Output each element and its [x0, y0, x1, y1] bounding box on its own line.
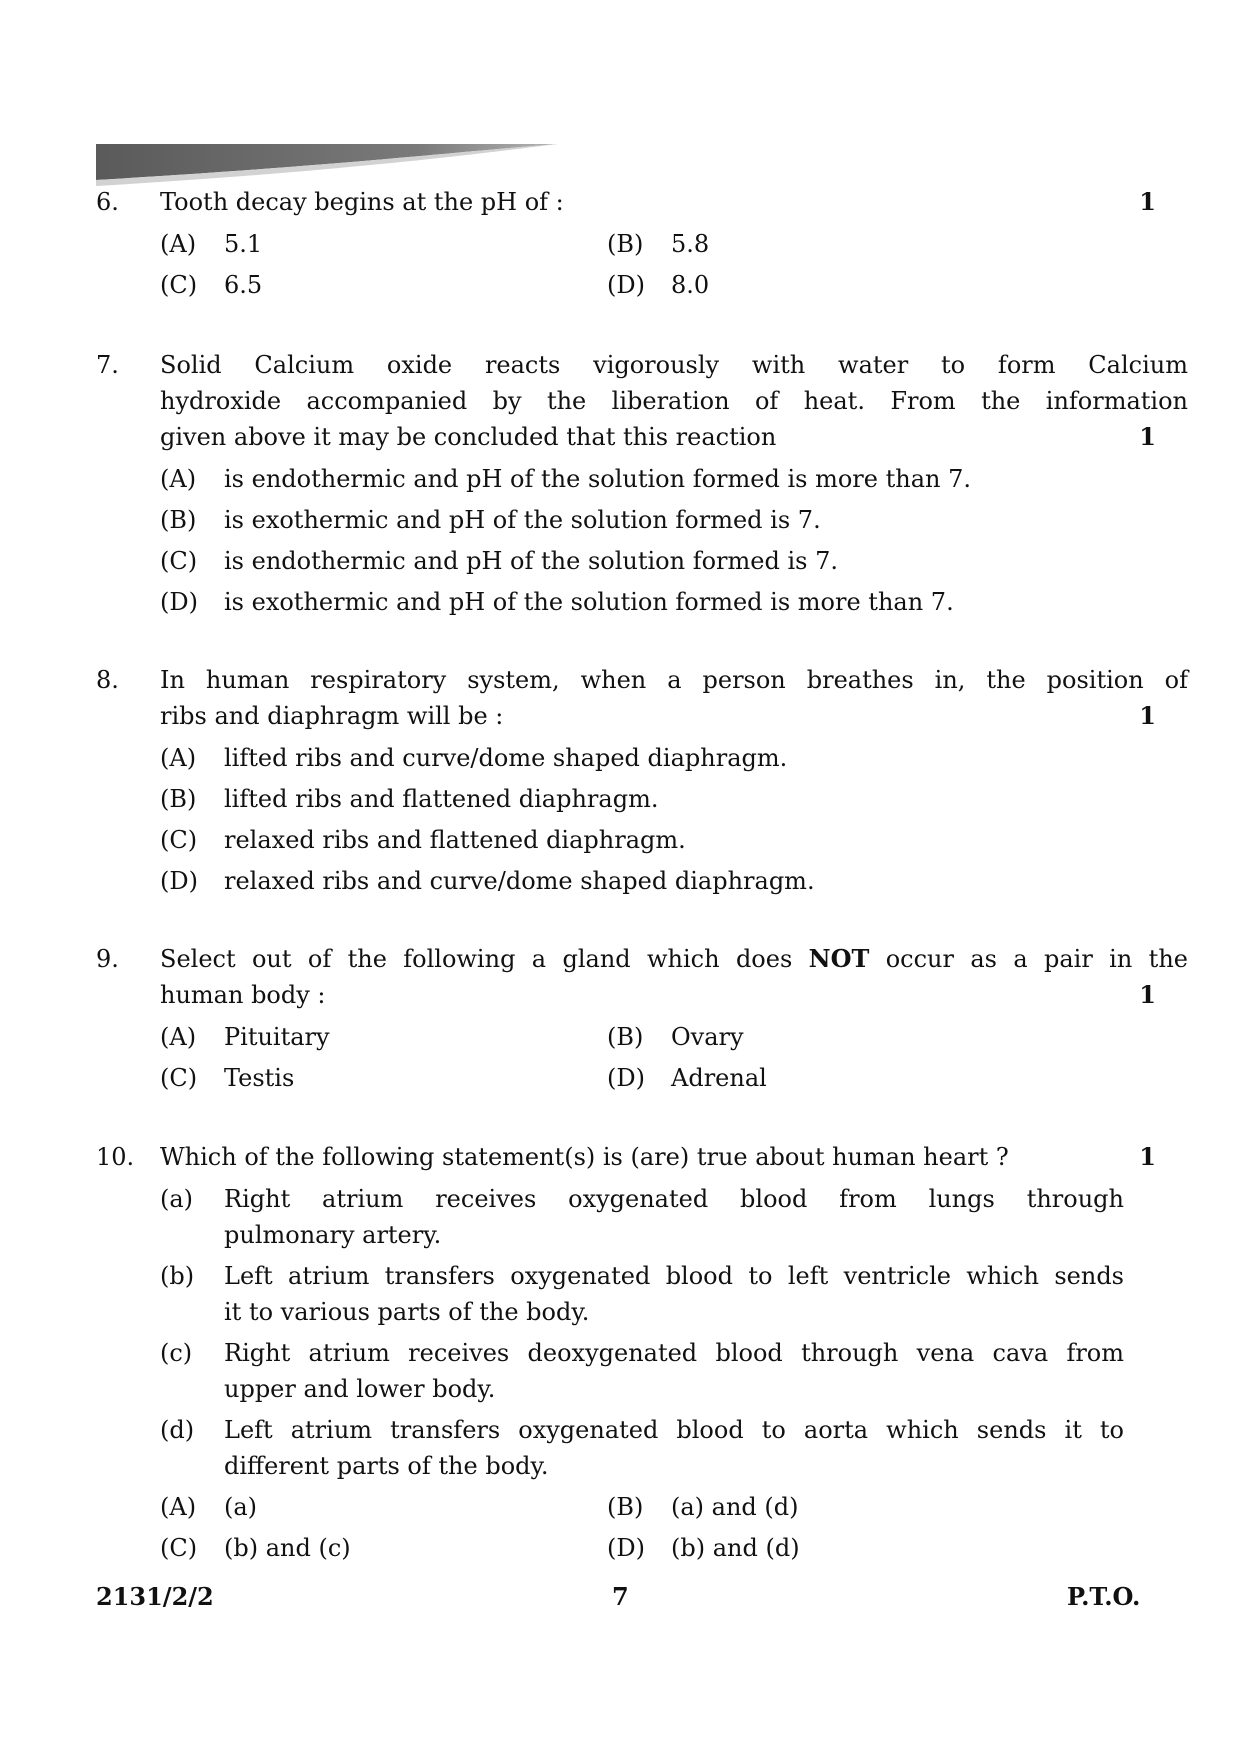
marks: 1: [1139, 422, 1156, 451]
paper-code: 2131/2/2: [96, 1582, 214, 1611]
please-turn-over: P.T.O.: [1067, 1582, 1141, 1611]
option-b: (B) Ovary: [607, 1023, 744, 1051]
statement-d: (d) Left atrium transfers oxygenated blood to aorta which sends it to different parts of the body.: [160, 1416, 1124, 1480]
question-text: Tooth decay begins at the pH of :: [160, 188, 564, 216]
options: [160, 1019, 1156, 1096]
option-d: (D) 8.0: [607, 271, 710, 299]
option-b: (B) lifted ribs and flattened diaphragm.: [160, 785, 659, 813]
options: [160, 226, 1156, 303]
question-9: [96, 941, 1188, 1101]
option-d: (D) (b) and (d): [607, 1534, 800, 1562]
question-text-line-2: ribs and diaphragm will be :: [160, 702, 504, 730]
question-text-line-1: In human respiratory system, when a person breathes in, the position of: [160, 666, 1188, 694]
question-text-line-2: hydroxide accompanied by the liberation of heat. From the information: [160, 387, 1188, 415]
option-a: (A) (a): [160, 1493, 258, 1521]
question-number: 10.: [96, 1143, 135, 1171]
question-8: [96, 662, 1188, 904]
header-band: [96, 144, 558, 186]
option-c: (C) is endothermic and pH of the solution formed is 7.: [160, 547, 838, 575]
question-text-line-1: Select out of the following a gland which does NOT occur as a pair in the: [160, 944, 1188, 973]
statement-c: (c) Right atrium receives deoxygenated blood through vena cava from upper and lower body.: [160, 1339, 1124, 1403]
option-c: (C) 6.5: [160, 271, 263, 299]
option-a: (A) lifted ribs and curve/dome shaped diaphragm.: [160, 744, 788, 772]
option-a: (A) 5.1: [160, 230, 263, 258]
question-number: 9.: [96, 945, 119, 973]
option-c: (C) relaxed ribs and flattened diaphragm.: [160, 826, 686, 854]
option-c: (C) Testis: [160, 1064, 295, 1092]
question-text: Which of the following statement(s) is (are) true about human heart ?: [160, 1143, 1009, 1171]
marks: 1: [1139, 1142, 1156, 1171]
statements: [160, 1181, 1156, 1484]
option-b: (B) is exothermic and pH of the solution formed is 7.: [160, 506, 821, 534]
options: [160, 740, 1156, 899]
statement-b: (b) Left atrium transfers oxygenated blood to left ventricle which sends it to various parts of the body.: [160, 1262, 1124, 1326]
marks: 1: [1139, 701, 1156, 730]
option-b: (B) 5.8: [607, 230, 710, 258]
options: [160, 461, 1156, 620]
question-number: 7.: [96, 351, 119, 379]
question-number: 8.: [96, 666, 119, 694]
option-c: (C) (b) and (c): [160, 1534, 351, 1562]
question-6: [96, 184, 1156, 308]
emphasis-not: NOT: [808, 944, 870, 973]
question-10: [96, 1139, 1156, 1571]
option-a: (A) is endothermic and pH of the solution formed is more than 7.: [160, 465, 971, 493]
option-d: (D) is exothermic and pH of the solution formed is more than 7.: [160, 588, 954, 616]
option-d: (D) Adrenal: [607, 1064, 767, 1092]
statement-a: (a) Right atrium receives oxygenated blood from lungs through pulmonary artery.: [160, 1185, 1124, 1249]
page-number: 7: [612, 1582, 629, 1611]
marks: 1: [1139, 980, 1156, 1009]
question-7: [96, 347, 1188, 625]
question-text-line-2: human body :: [160, 981, 326, 1009]
option-a: (A) Pituitary: [160, 1023, 330, 1051]
question-number: 6.: [96, 188, 119, 216]
question-text-line-3: given above it may be concluded that this reaction: [160, 423, 777, 451]
marks: 1: [1139, 187, 1156, 216]
options: [160, 1489, 1156, 1566]
option-d: (D) relaxed ribs and curve/dome shaped diaphragm.: [160, 867, 815, 895]
question-text-line-1: Solid Calcium oxide reacts vigorously with water to form Calcium: [160, 351, 1188, 379]
option-b: (B) (a) and (d): [607, 1493, 799, 1521]
